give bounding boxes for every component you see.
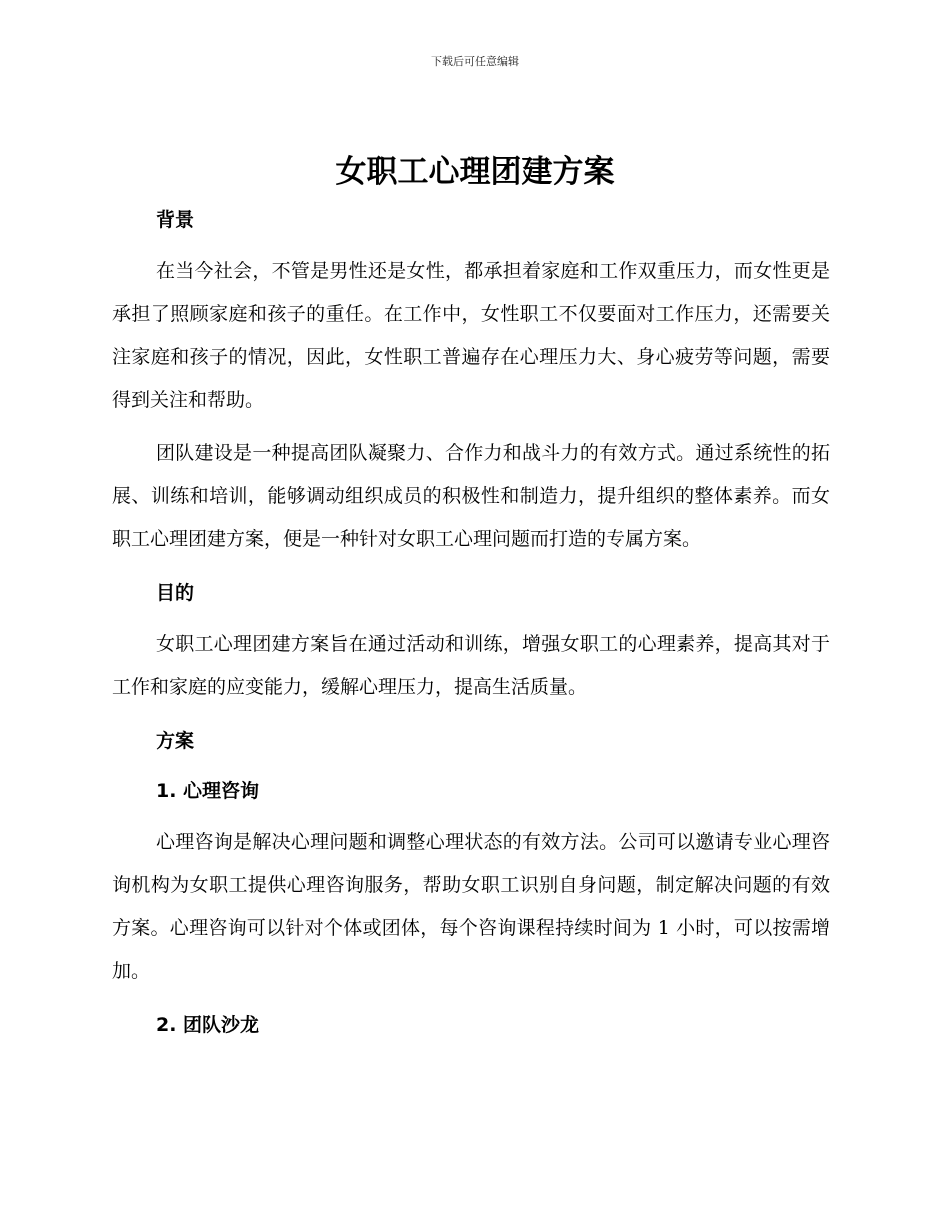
plan-item-paragraph-counseling: 心理咨询是解决心理问题和调整心理状态的有效方法。公司可以邀请专业心理咨询机构为女职工提供心理咨询服务，帮助女职工识别自身问题，制定解决问题的有效方案。心理咨询可以针对个体或团体，每个咨询课程持续时间为 1 小时，可以按需增加。 bbox=[112, 831, 830, 982]
background-paragraph-1: 在当今社会，不管是男性还是女性，都承担着家庭和工作双重压力，而女性更是承担了照顾家庭和孩子的重任。在工作中，女性职工不仅要面对工作压力，还需要关注家庭和孩子的情况，因此，女性职工普遍存在心理压力大、身心疲劳等问题，需要得到关注和帮助。 bbox=[112, 260, 830, 411]
purpose-paragraph: 女职工心理团建方案旨在通过活动和训练，增强女职工的心理素养，提高其对于工作和家庭的应变能力，缓解心理压力，提高生活质量。 bbox=[112, 633, 830, 698]
background-paragraph-2: 团队建设是一种提高团队凝聚力、合作力和战斗力的有效方式。通过系统性的拓展、训练和培训，能够调动组织成员的积极性和制造力，提升组织的整体素养。而女职工心理团建方案，便是一种针对女职工心理问题而打造的专属方案。 bbox=[112, 442, 830, 550]
document-title: 女职工心理团建方案 bbox=[335, 154, 615, 190]
section-heading-purpose: 目的 bbox=[156, 582, 195, 604]
plan-item-heading-salon: 2. 团队沙龙 bbox=[156, 1014, 260, 1036]
page-header: 下载后可任意编辑 bbox=[431, 55, 519, 68]
section-heading-plan: 方案 bbox=[156, 730, 195, 752]
document-body bbox=[112, 200, 830, 1045]
section-heading-background: 背景 bbox=[156, 209, 195, 231]
plan-item-heading-counseling: 1. 心理咨询 bbox=[156, 780, 260, 802]
